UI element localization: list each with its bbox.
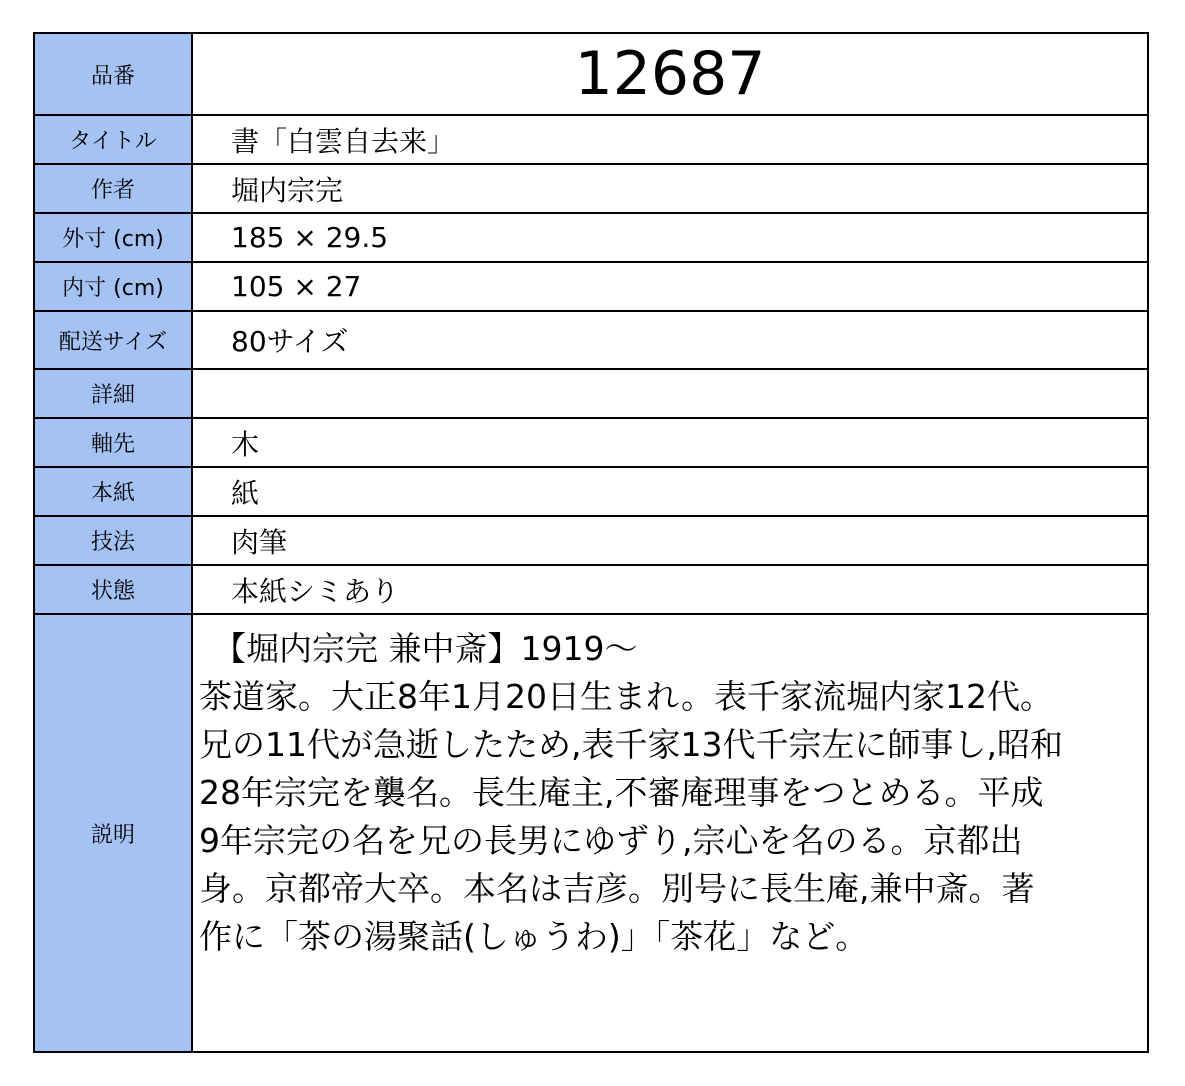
shipping-size-label: 配送サイズ — [34, 311, 192, 369]
description-line: 作に「茶の湯聚話(しゅうわ)」「茶花」など。 — [199, 917, 869, 956]
outer-size-label: 外寸 (cm) — [34, 213, 192, 262]
roller-end-label: 軸先 — [34, 418, 192, 467]
technique-label: 技法 — [34, 516, 192, 565]
row-description — [34, 614, 1148, 1052]
description-line: 身。京都帝大卒。本名は吉彦。別号に長生庵,兼中斎。著 — [199, 869, 1035, 908]
details-value — [192, 369, 1148, 418]
row-artist — [34, 164, 1148, 213]
row-outer-size — [34, 213, 1148, 262]
item-number-value: 12687 — [192, 33, 1148, 115]
row-roller-end — [34, 418, 1148, 467]
row-title — [34, 115, 1148, 164]
description-value — [192, 614, 1148, 1052]
description-line: 28年宗完を襲名。長生庵主,不審庵理事をつとめる。平成 — [199, 773, 1044, 812]
base-material-label: 本紙 — [34, 467, 192, 516]
artist-value: 堀内宗完 — [192, 164, 1148, 213]
row-shipping-size — [34, 311, 1148, 369]
technique-value: 肉筆 — [192, 516, 1148, 565]
condition-value: 本紙シミあり — [192, 565, 1148, 614]
artist-label: 作者 — [34, 164, 192, 213]
inner-size-value: 105 × 27 — [192, 262, 1148, 311]
title-value: 書「白雲自去来」 — [192, 115, 1148, 164]
shipping-size-value: 80サイズ — [192, 311, 1148, 369]
inner-size-label: 内寸 (cm) — [34, 262, 192, 311]
roller-end-value: 木 — [192, 418, 1148, 467]
condition-label: 状態 — [34, 565, 192, 614]
row-condition — [34, 565, 1148, 614]
description-line: 9年宗完の名を兄の長男にゆずり,宗心を名のる。京都出 — [199, 821, 1023, 860]
row-base-material — [34, 467, 1148, 516]
title-label: タイトル — [34, 115, 192, 164]
description-line: 【堀内宗完 兼中斎】1919〜 — [213, 629, 638, 668]
details-label: 詳細 — [34, 369, 192, 418]
description-line: 兄の11代が急逝したため,表千家13代千宗左に師事し,昭和 — [199, 725, 1063, 764]
item-number-label: 品番 — [34, 33, 192, 115]
description-label: 説明 — [34, 614, 192, 1052]
row-technique — [34, 516, 1148, 565]
outer-size-value: 185 × 29.5 — [192, 213, 1148, 262]
row-inner-size — [34, 262, 1148, 311]
row-details — [34, 369, 1148, 418]
description-line: 茶道家。大正8年1月20日生まれ。表千家流堀内家12代。 — [199, 677, 1053, 716]
item-spec-table — [33, 32, 1149, 1053]
base-material-value: 紙 — [192, 467, 1148, 516]
row-item-number — [34, 33, 1148, 115]
